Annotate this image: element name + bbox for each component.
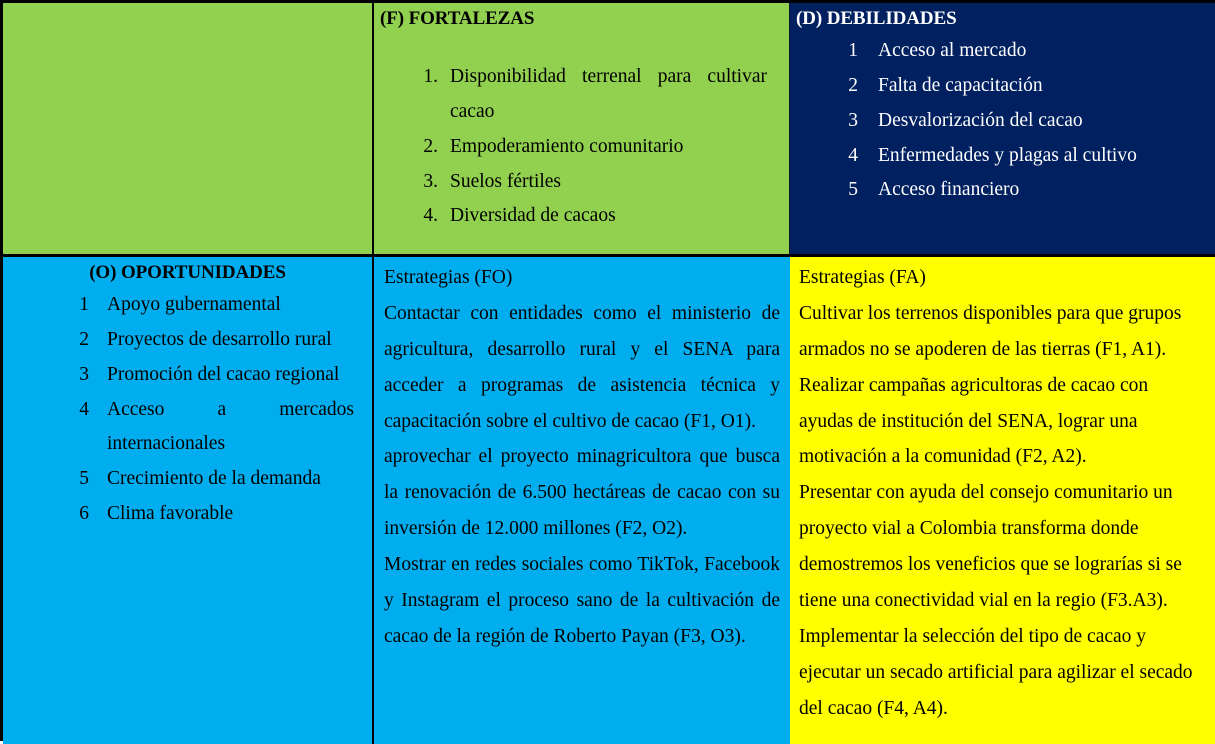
list-item-label: Enfermedades y plagas al cultivo bbox=[878, 144, 1137, 166]
estrategias-fo-cell bbox=[374, 254, 790, 744]
list-item-label: Acceso a mercados internacionales bbox=[107, 398, 354, 455]
list-item-label: Acceso financiero bbox=[878, 179, 1020, 201]
estrategias-fa-paragraph: Realizar campañas agricultoras de cacao con ayudas de institución del SENA, lograr una motivación a la comunidad (F2, A2). bbox=[799, 374, 1149, 468]
list-item-label: Empoderamiento comunitario bbox=[450, 135, 684, 157]
list-item-label: Proyectos de desarrollo rural bbox=[107, 329, 332, 351]
estrategias-fo-body bbox=[374, 257, 790, 655]
oportunidades-cell bbox=[3, 254, 374, 744]
estrategias-fa-cell bbox=[790, 254, 1215, 744]
list-item-number: 3. bbox=[423, 170, 438, 192]
list-item-label: Crecimiento de la demanda bbox=[107, 467, 321, 489]
estrategias-fo-paragraph: Mostrar en redes sociales como TikTok, Facebook y Instagram el proceso sano de la cultivación de cacao de la región de Roberto Payan (F3, O3). bbox=[384, 554, 780, 647]
list-item bbox=[374, 60, 767, 129]
estrategias-fa-paragraph: Cultivar los terrenos disponibles para que grupos armados no se apoderen de las tierras (F1, A1). bbox=[799, 302, 1182, 360]
list-item-number: 4. bbox=[423, 205, 438, 227]
list-item bbox=[374, 165, 767, 200]
list-item-number: 1 bbox=[848, 40, 858, 62]
list-item-label: Suelos fértiles bbox=[450, 170, 562, 192]
list-item-label: Falta de capacitación bbox=[878, 75, 1043, 97]
list-item-number: 5 bbox=[848, 179, 858, 201]
list-item-number: 3 bbox=[79, 363, 89, 385]
list-item bbox=[374, 130, 767, 165]
list-item bbox=[374, 199, 767, 234]
list-item-label: Acceso al mercado bbox=[878, 40, 1027, 62]
list-item-label: Promoción del cacao regional bbox=[107, 363, 340, 385]
list-item-number: 4 bbox=[79, 398, 89, 420]
list-item bbox=[790, 173, 1215, 208]
list-item-number: 1 bbox=[79, 294, 89, 316]
list-item-label: Desvalorización del cacao bbox=[878, 109, 1083, 131]
list-item bbox=[790, 34, 1215, 69]
fortalezas-heading: (F) FORTALEZAS bbox=[380, 8, 535, 29]
debilidades-cell bbox=[790, 3, 1215, 254]
list-item bbox=[3, 323, 354, 358]
list-item-number: 4 bbox=[848, 144, 858, 166]
estrategias-fa-body bbox=[790, 257, 1215, 726]
list-item-number: 5 bbox=[79, 467, 89, 489]
list-item bbox=[3, 462, 354, 497]
list-item-label: Diversidad de cacaos bbox=[450, 205, 616, 227]
list-item-number: 6 bbox=[79, 502, 89, 524]
estrategias-fo-label: Estrategias (FO) bbox=[384, 267, 513, 288]
debilidades-list bbox=[790, 34, 1215, 208]
list-item bbox=[3, 358, 354, 393]
matrix-corner-cell bbox=[3, 3, 374, 254]
debilidades-heading: (D) DEBILIDADES bbox=[796, 8, 957, 29]
list-item bbox=[3, 393, 354, 462]
estrategias-fa-paragraph: Presentar con ayuda del consejo comunitario un proyecto vial a Colombia transforma donde demostremos los veneficios que se lograrías si se tiene una conectividad vial en la regio (F3.A3). bbox=[799, 482, 1182, 611]
estrategias-fa-label: Estrategias (FA) bbox=[799, 267, 926, 288]
list-item-number: 2. bbox=[423, 135, 438, 157]
fortalezas-cell bbox=[374, 3, 790, 254]
list-item bbox=[790, 139, 1215, 174]
list-item bbox=[790, 69, 1215, 104]
oportunidades-list bbox=[3, 288, 372, 531]
list-item-label: Clima favorable bbox=[107, 502, 234, 524]
fortalezas-list bbox=[374, 60, 789, 234]
list-item bbox=[3, 497, 354, 532]
list-item-number: 1. bbox=[423, 66, 438, 88]
list-item bbox=[3, 288, 354, 323]
oportunidades-heading: (O) OPORTUNIDADES bbox=[89, 262, 286, 283]
list-item-label: Apoyo gubernamental bbox=[107, 294, 281, 316]
list-item-number: 2 bbox=[79, 329, 89, 351]
estrategias-fa-paragraph: Implementar la selección del tipo de cacao y ejecutar un secado artificial para agilizar el secado del cacao (F4, A4). bbox=[799, 625, 1193, 719]
list-item-number: 2 bbox=[848, 75, 858, 97]
list-item bbox=[790, 104, 1215, 139]
list-item-label: Disponibilidad terrenal para cultivar cacao bbox=[450, 66, 767, 123]
estrategias-fo-paragraph: aprovechar el proyecto minagricultora que busca la renovación de 6.500 hectáreas de cacao con su inversión de 12.000 millones (F2, O2). bbox=[384, 446, 780, 540]
estrategias-fo-paragraph: Contactar con entidades como el ministerio de agricultura, desarrollo rural y el SENA para acceder a programas de asistencia técnica y capacitación sobre el cultivo de cacao (F1, O1). bbox=[384, 302, 780, 432]
list-item-number: 3 bbox=[848, 109, 858, 131]
